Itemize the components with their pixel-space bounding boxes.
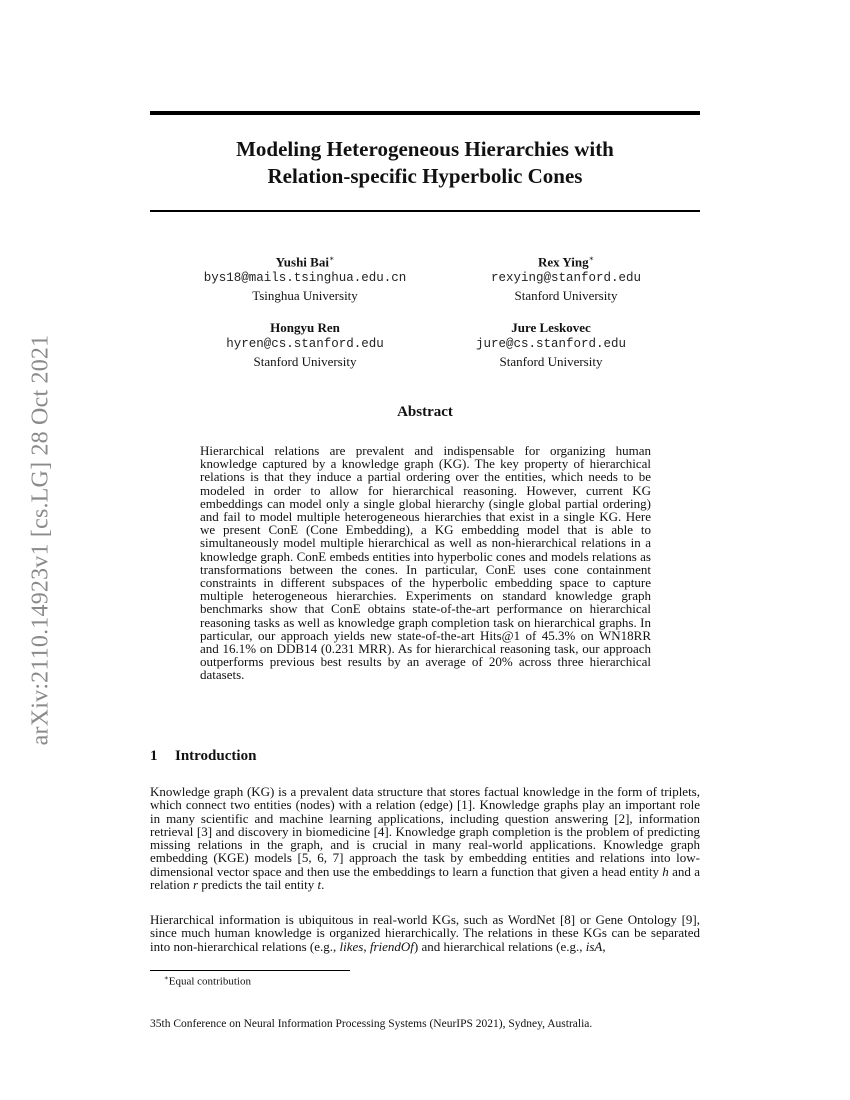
author-block-4 [411, 319, 691, 370]
equal-contribution-mark: ∗ [328, 254, 335, 263]
author-affiliation: Stanford University [499, 354, 603, 369]
author-block-1 [165, 250, 445, 304]
title-line-2: Relation-specific Hyperbolic Cones [267, 164, 583, 188]
author-email[interactable]: rexying@stanford.edu [490, 271, 642, 286]
venue-line: 35th Conference on Neural Information Processing Systems (NeurIPS 2021), Sydney, Australia. [150, 1018, 593, 1030]
example-relation: likes [339, 938, 364, 954]
title-top-rule [150, 111, 700, 115]
author-block-2 [426, 250, 706, 304]
intro-paragraph-2: Hierarchical information is ubiquitous in real-world KGs, such as WordNet [8] or Gene Ontology [9], since much human knowledge is organized hierarchically. The relations in these KGs can be separated into non-hierarchical relations (e.g., likes, friendOf) and hierarchical relations (e.g., isA, [150, 912, 700, 954]
section-heading-introduction [150, 748, 256, 765]
math-var-r: r [192, 877, 199, 893]
author-block-3 [165, 319, 445, 370]
author-name: Jure Leskovec [511, 320, 591, 335]
footnote-rule [150, 970, 350, 971]
section-title: Introduction [175, 748, 257, 764]
author-affiliation: Stanford University [253, 354, 357, 369]
author-affiliation: Stanford University [514, 288, 618, 304]
math-var-t: t [317, 877, 322, 893]
math-var-h: h [662, 863, 669, 879]
footnote-mark: ∗ [164, 974, 169, 982]
abstract-text: Hierarchical relations are prevalent and indispensable for organizing human knowledge captured by a knowledge graph (KG). The key property of hierarchical relations is that they induce a partial ordering over the entities, which needs to be modeled in order to allow for hierarchical reasoning. However, current KG embeddings can model only a single global hierarchy (single global partial ordering) and fail to model multiple heterogeneous hierarchies that exist in a single KG. Here we present ConE (Cone Embedding), a KG embedding model that is able to simultaneously model multiple hierarchical as well as non-hierarchical relations in a knowledge graph. ConE embeds entities into hyperbolic cones and models relations as transformations between the cones. In particular, ConE uses cone containment constraints in different subspaces of the hyperbolic embedding space to capture multiple heterogeneous hierarchies. Experiments on standard knowledge graph benchmarks show that ConE obtains state-of-the-art performance on hierarchical reasoning tasks as well as knowledge graph completion task on hierarchical graphs. In particular, our approach yields new state-of-the-art Hits@1 of 45.3% on WN18RR and 16.1% on DDB14 (0.231 MRR). As for hierarchical reasoning task, our approach outperforms previous best results by an average of 20% across three hierarchical datasets. [200, 443, 651, 683]
author-name: Hongyu Ren [270, 320, 340, 335]
author-name: Yushi Bai∗ [275, 254, 335, 270]
example-relation: friendOf [369, 938, 414, 954]
section-number: 1 [150, 748, 158, 764]
author-affiliation: Tsinghua University [252, 288, 358, 304]
footnote [164, 974, 251, 988]
author-email[interactable]: bys18@mails.tsinghua.edu.cn [203, 271, 407, 286]
title-bottom-rule [150, 210, 700, 212]
example-relation: isA [585, 938, 603, 954]
arxiv-identifier: arXiv:2110.14923v1 [cs.LG] 28 Oct 2021 [27, 334, 54, 746]
intro-paragraph-1: Knowledge graph (KG) is a prevalent data structure that stores factual knowledge in the form of triplets, which connect two entities (nodes) with a relation (edge) [1]. Knowledge graphs play an important role in many scientific and machine learning applications, including question answering [2], information retrieval [3] and discovery in biomedicine [4]. Knowledge graph completion is the problem of predicting missing relations in the graph, and is crucial in many real-world applications. Knowledge graph embedding (KGE) models [5, 6, 7] approach the task by embedding entities and relations into low-dimensional vector space and then use the embeddings to learn a function that given a head entity h and a relation r predicts the tail entity t. [150, 784, 701, 893]
author-name: Rex Ying∗ [537, 254, 595, 270]
footnote-text: Equal contribution [168, 975, 251, 988]
equal-contribution-mark: ∗ [588, 254, 595, 263]
paper-title [150, 136, 700, 190]
author-email[interactable]: jure@cs.stanford.edu [475, 337, 627, 351]
title-line-1: Modeling Heterogeneous Hierarchies with [236, 137, 614, 161]
author-email[interactable]: hyren@cs.stanford.edu [226, 337, 384, 351]
abstract-heading: Abstract [397, 404, 453, 420]
